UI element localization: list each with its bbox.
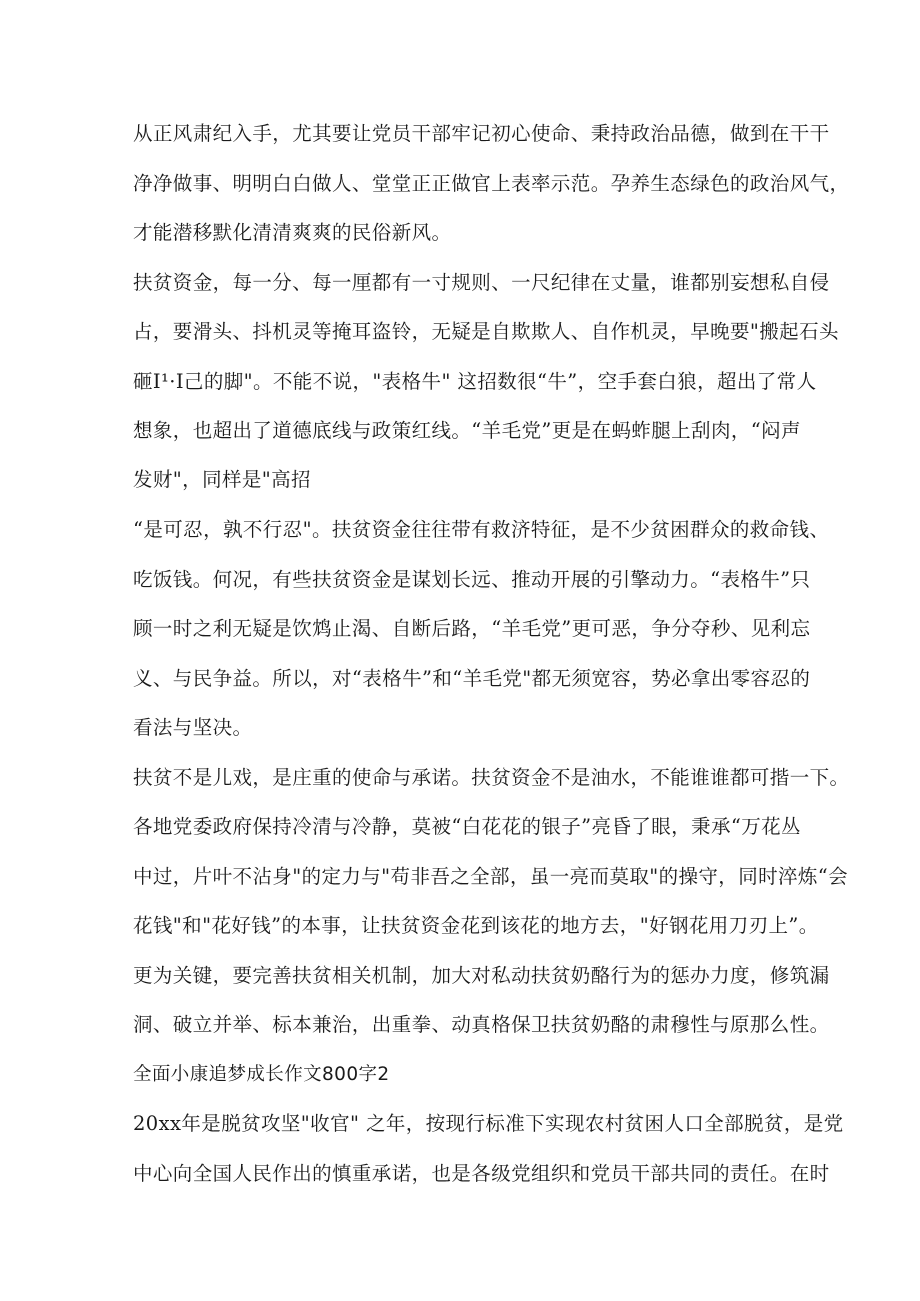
text-line: 砸I¹·I己的脚"。不能不说，"表格牛" 这招数很“牛”，空手套白狼，超出了常人 xyxy=(133,370,817,393)
text-line: 顾一时之利无疑是饮鸩止渴、自断后路，“羊毛党”更可恶，争分夺秒、见利忘 xyxy=(133,617,811,640)
text-line: 花钱"和"花好钱”的本事，让扶贫资金花到该花的地方去，"好钢花用刀刃上”。 xyxy=(133,914,819,937)
text-line: 才能潜移默化清清爽爽的民俗新风。 xyxy=(133,221,452,244)
text-line: 各地党委政府保持冷清与冷静，莫被“白花花的银子”亮昏了眼，秉承“万花丛 xyxy=(133,815,801,838)
text-line: 发财"，同样是"高招 xyxy=(133,468,311,491)
text-line: 扶贫不是儿戏，是庄重的使命与承诺。扶贫资金不是油水，不能谁谁都可揩一下。 xyxy=(133,766,850,789)
text-line: 洞、破立并举、标本兼治，出重拳、动真格保卫扶贫奶酪的肃穆性与原那么性。 xyxy=(133,1013,830,1036)
text-line: 吃饭钱。何况，有些扶贫资金是谋划长远、推动开展的引擎动力。“表格牛”只 xyxy=(133,568,811,591)
text-line: “是可忍，孰不行忍"。扶贫资金往往带有救济特征，是不少贫困群众的救命钱、 xyxy=(133,518,830,541)
text-line: 中心向全国人民作出的慎重承诺，也是各级党组织和党员干部共同的责任。在时 xyxy=(133,1162,830,1185)
text-line: 扶贫资金，每一分、每一厘都有一寸规则、一尺纪律在丈量，谁都别妄想私自侵 xyxy=(133,271,830,294)
text-line: 看法与坚决。 xyxy=(133,716,253,739)
text-line: 占，要滑头、抖机灵等掩耳盗铃，无疑是自欺欺人、自作机灵，早晚要"搬起石头 xyxy=(133,320,839,343)
text-line: 从正风肃纪入手，尤其要让党员干部牢记初心使命、秉持政治品德，做到在干干 xyxy=(133,122,830,145)
text-line: 净净做事、明明白白做人、堂堂正正做官上表率示范。孕养生态绿色的政治风气， xyxy=(133,172,850,195)
text-line: 义、与民争益。所以，对“表格牛”和“羊毛党"都无须宽容，势必拿出零容忍的 xyxy=(133,667,811,690)
text-line: 更为关键，要完善扶贫相关机制，加大对私动扶贫奶酪行为的惩办力度，修筑漏 xyxy=(133,964,830,987)
text-line: 中过，片叶不沾身"的定力与"苟非吾之全部，虽一亮而莫取"的操守，同时淬炼“会 xyxy=(133,865,849,888)
text-line: 想象，也超出了道德底线与政策红线。“羊毛党”更是在蚂蚱腿上刮肉，“闷声 xyxy=(133,419,801,442)
section-heading: 全面小康追梦成长作文800字2 xyxy=(133,1064,390,1085)
text-line: 20xx年是脱贫攻坚"收官" 之年，按现行标准下实现农村贫困人口全部脱贫，是党 xyxy=(133,1112,844,1135)
